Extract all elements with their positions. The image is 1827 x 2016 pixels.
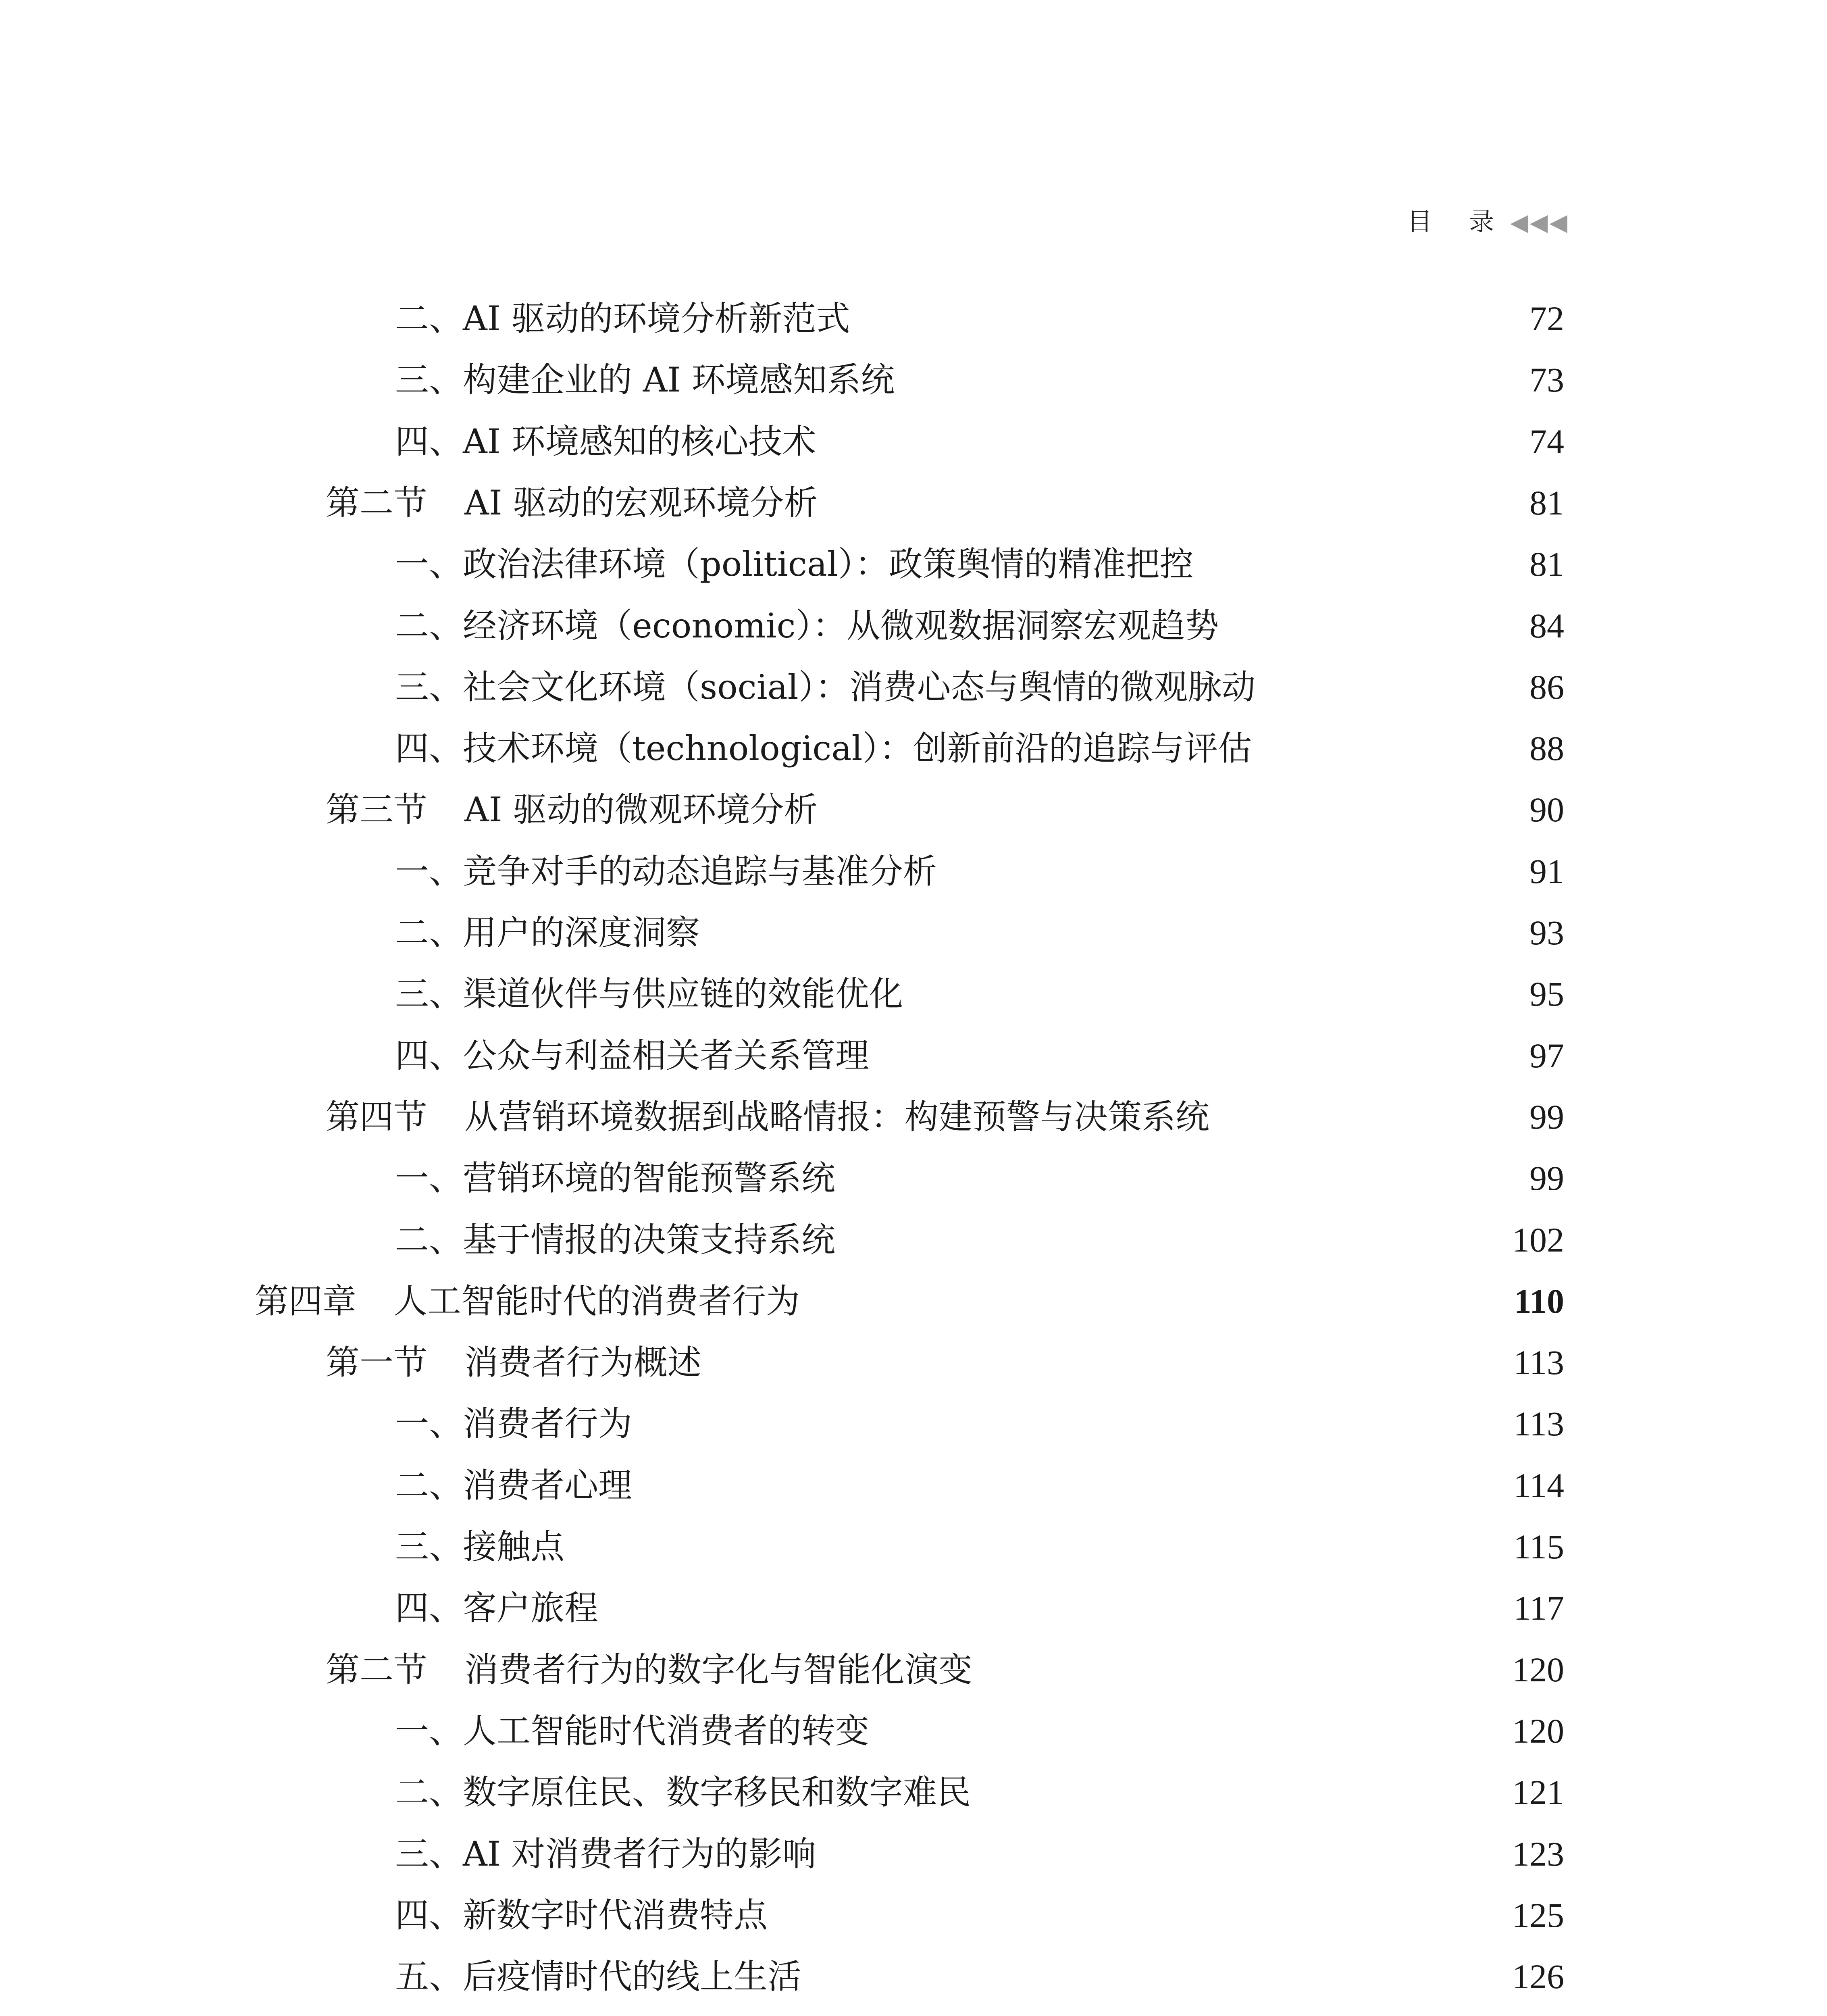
toc-entry-page-number: 113: [1513, 1404, 1564, 1443]
toc-entry-title: [395, 596, 1219, 656]
toc-entry-page-number: 73: [1529, 360, 1564, 400]
toc-entry-page-number: 114: [1513, 1466, 1564, 1505]
toc-entry-title: [395, 841, 937, 902]
toc-entry-page-number: 81: [1529, 483, 1564, 522]
toc-entry-title: [395, 1210, 835, 1270]
toc-entry-page-number: 115: [1513, 1527, 1564, 1566]
toc-entry-title: [395, 1025, 869, 1086]
toc-entry-label: 第三节: [326, 790, 428, 830]
toc-entry-item[interactable]: [0, 350, 1827, 410]
toc-entry-title: [395, 1762, 971, 1822]
toc-entry-page-number: 74: [1529, 422, 1564, 461]
toc-entry-title: [326, 779, 818, 840]
toc-entry-text: 二、用户的深度洞察: [395, 913, 700, 952]
toc-entry-label: 第四节: [326, 1097, 428, 1137]
toc-entry-item[interactable]: [0, 1025, 1827, 1086]
toc-entry-title: [395, 1701, 869, 1761]
toc-entry-text: 消费者行为概述: [464, 1343, 702, 1383]
toc-entry-text: 三、社会文化环境（social）：消费心态与舆情的微观脉动: [395, 667, 1256, 707]
toc-entry-text: 二、消费者心理: [395, 1465, 633, 1505]
toc-entry-item[interactable]: [0, 1578, 1827, 1638]
toc-entry-title: [395, 1455, 632, 1516]
toc-entry-item[interactable]: [0, 288, 1827, 349]
toc-entry-text: 消费者行为的数字化与智能化演变: [464, 1649, 973, 1689]
toc-entry-text: 二、经济环境（economic）：从微观数据洞察宏观趋势: [395, 606, 1219, 646]
toc-entry-item[interactable]: [0, 534, 1827, 594]
toc-entry-item[interactable]: [0, 1148, 1827, 1208]
toc-entry-text: 三、渠道伙伴与供应链的效能优化: [395, 974, 903, 1014]
toc-entry-item[interactable]: [0, 1393, 1827, 1454]
toc-entry-title: [326, 1332, 701, 1393]
toc-entry-text: AI 驱动的微观环境分析: [464, 790, 818, 830]
toc-entry-label: 第二节: [326, 483, 428, 523]
toc-entry-page-number: [1512, 2008, 1564, 2016]
toc-entry-title: [395, 718, 1252, 779]
toc-entry-page-number: 99: [1529, 1097, 1564, 1136]
toc-entry-page-number: 84: [1529, 606, 1564, 645]
toc-entry-page-number: 95: [1529, 975, 1564, 1014]
toc-entry-text: 一、竞争对手的动态追踪与基准分析: [395, 851, 937, 891]
toc-entry-title: [395, 1578, 598, 1638]
toc-entry-page-number: 120: [1512, 1711, 1564, 1750]
toc-entry-item[interactable]: [0, 1210, 1827, 1270]
toc-entry-section[interactable]: [0, 1332, 1827, 1393]
triangle-arrows-icon: ◀◀◀: [1510, 208, 1569, 236]
toc-entry-text: 三、AI 对消费者行为的影响: [395, 1834, 816, 1874]
toc-entry-title: [395, 1946, 801, 2007]
toc-entry-text: 从营销环境数据到战略情报：构建预警与决策系统: [464, 1097, 1210, 1137]
toc-entry-section[interactable]: [0, 473, 1827, 533]
toc-entry-title: [395, 411, 816, 472]
toc-entry-page-number: 113: [1513, 1343, 1564, 1382]
toc-entry-item[interactable]: [0, 841, 1827, 902]
toc-entry-page-number: 90: [1529, 790, 1564, 829]
toc-entry-page-number: 72: [1529, 299, 1564, 338]
toc-entry-item[interactable]: [0, 1885, 1827, 1945]
toc-entry-item[interactable]: [0, 964, 1827, 1024]
toc-entry-title: [326, 1087, 1209, 1147]
toc-entry-page-number: 117: [1513, 1589, 1564, 1628]
toc-entry-title: [326, 2008, 938, 2016]
running-header-title: 目 录: [1407, 207, 1509, 236]
toc-entry-title: [395, 1824, 816, 1884]
toc-entry-page-number: 102: [1512, 1220, 1564, 1259]
toc-entry-label: 第一节: [326, 1343, 428, 1383]
toc-entry-text: 四、技术环境（technological）：创新前沿的追踪与评估: [395, 729, 1252, 768]
toc-entry-item[interactable]: [0, 657, 1827, 717]
toc-entry-text: 二、AI 驱动的环境分析新范式: [395, 299, 850, 338]
toc-entry-title: [326, 1639, 972, 1700]
toc-entry-title: [255, 1271, 800, 1331]
toc-entry-section[interactable]: [0, 779, 1827, 840]
toc-entry-item[interactable]: [0, 1824, 1827, 1884]
toc-entry-page-number: 121: [1512, 1773, 1564, 1812]
toc-entry-page-number: 126: [1512, 1957, 1564, 1996]
toc-entry-item[interactable]: [0, 1946, 1827, 2007]
toc-entry-item[interactable]: [0, 1701, 1827, 1761]
toc-entry-text: 二、基于情报的决策支持系统: [395, 1220, 836, 1260]
toc-entry-page-number: 125: [1512, 1895, 1564, 1935]
toc-entry-text: 五、后疫情时代的线上生活: [395, 1957, 802, 1997]
toc-entry-title: [395, 902, 700, 963]
toc-entry-item[interactable]: [0, 1762, 1827, 1822]
toc-entry-text: 三、接触点: [395, 1527, 565, 1566]
toc-entry-label: 第四章: [255, 1281, 357, 1321]
toc-entry-text: 三、构建企业的 AI 环境感知系统: [395, 360, 895, 400]
toc-entry-title: [395, 657, 1256, 717]
toc-entry-title: [395, 1393, 632, 1454]
toc-entry-title: [395, 350, 895, 410]
toc-entry-page-number: 110: [1514, 1281, 1564, 1320]
toc-entry-page-number: 97: [1529, 1036, 1564, 1075]
toc-entry-section[interactable]: [0, 2008, 1827, 2016]
toc-entry-item[interactable]: [0, 902, 1827, 963]
toc-entry-text: 四、新数字时代消费特点: [395, 1895, 768, 1935]
toc-entry-page-number: 120: [1512, 1650, 1564, 1689]
toc-entry-page-number: 123: [1512, 1834, 1564, 1873]
toc-entry-text: 四、公众与利益相关者关系管理: [395, 1035, 870, 1075]
toc-entry-text: 二、数字原住民、数字移民和数字难民: [395, 1772, 971, 1812]
toc-entry-title: [395, 964, 903, 1024]
toc-entry-title: [395, 1148, 835, 1208]
toc-entry-section[interactable]: [0, 1087, 1827, 1147]
toc-entry-text: 四、AI 环境感知的核心技术: [395, 421, 816, 461]
toc-entry-section[interactable]: [0, 1639, 1827, 1700]
toc-entry-title: [395, 288, 850, 349]
toc-entry-label: 第二节: [326, 1649, 428, 1689]
toc-entry-page-number: 99: [1529, 1159, 1564, 1198]
toc-entry-chapter[interactable]: [0, 1271, 1827, 1331]
toc-entry-title: [395, 1885, 768, 1945]
toc-entry-text: 四、客户旅程: [395, 1588, 599, 1628]
toc-entry-text: 一、消费者行为: [395, 1404, 633, 1444]
toc-entry-text: 一、人工智能时代消费者的转变: [395, 1711, 870, 1751]
toc-entry-item[interactable]: [0, 718, 1827, 779]
toc-entry-title: [326, 473, 818, 533]
toc-entry-item[interactable]: [0, 1516, 1827, 1577]
toc-entry-text: 一、营销环境的智能预警系统: [395, 1158, 836, 1198]
toc-entry-page-number: 86: [1529, 667, 1564, 706]
toc-entry-title: [395, 1516, 564, 1577]
toc-entry-item[interactable]: [0, 1455, 1827, 1516]
toc-entry-page-number: 91: [1529, 852, 1564, 891]
toc-entry-page-number: 81: [1529, 545, 1564, 584]
toc-entry-title: [395, 534, 1194, 594]
toc-entry-text: 人工智能时代的消费者行为: [393, 1281, 800, 1321]
toc-entry-page-number: 93: [1529, 913, 1564, 952]
toc-entry-item[interactable]: [0, 596, 1827, 656]
toc-entry-page-number: 88: [1529, 729, 1564, 768]
toc-entry-text: 一、政治法律环境（political）：政策舆情的精准把控: [395, 544, 1194, 584]
toc-entry-item[interactable]: [0, 411, 1827, 472]
toc-entry-text: AI 驱动的宏观环境分析: [464, 483, 818, 523]
